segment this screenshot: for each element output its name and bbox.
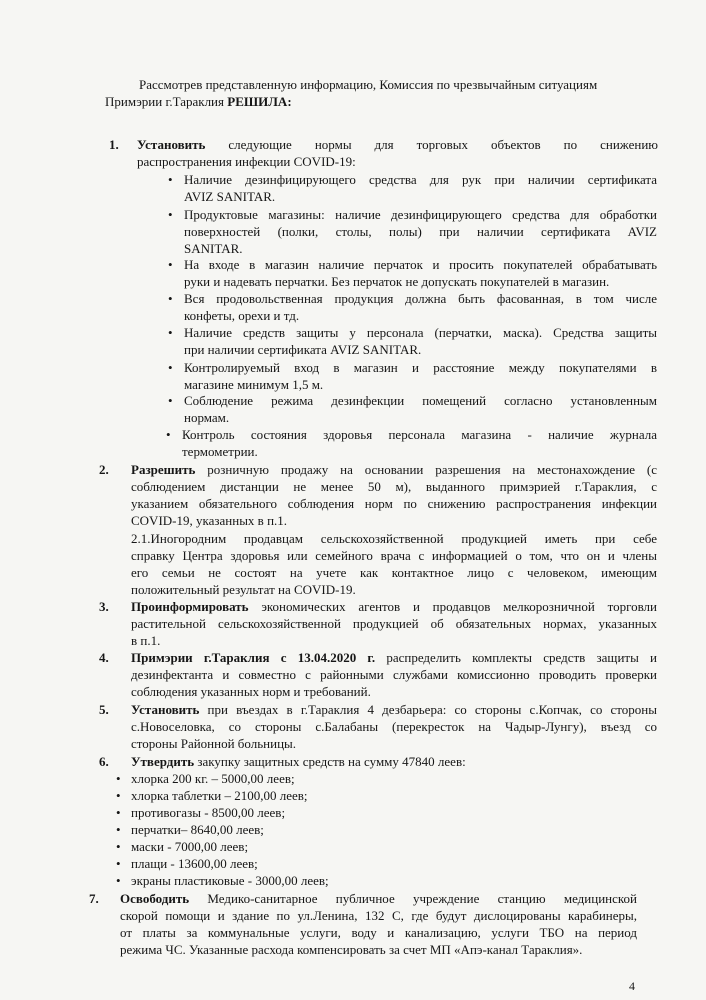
purchase-item: хлорка 200 кг. – 5000,00 леев; <box>131 771 295 786</box>
page-number: 4 <box>629 979 635 993</box>
item-2-line: Разрешить розничную продажу на основании разрешения на местонахождение (с <box>131 462 657 477</box>
bullet-icon: • <box>116 873 121 888</box>
purchase-item: маски - 7000,00 леев; <box>131 839 249 854</box>
item-2-sub-line: 2.1.Иногородним продавцам сельскохозяйственной продукцией иметь при себе <box>131 531 657 546</box>
bullet-text: На входе в магазин наличие перчаток и просить покупателей обрабатывать <box>184 257 657 272</box>
bullet-text: Вся продовольственная продукция должна быть фасованная, в том числе <box>184 291 657 306</box>
bullet-icon: • <box>168 257 173 272</box>
item-7-line: режима ЧС. Указанные расхода компенсировать за счет МП «Апэ-канал Тараклия». <box>120 942 583 957</box>
bullet-text: Соблюдение режима дезинфекции помещений согласно установленным <box>184 393 657 408</box>
bullet-text: Продуктовые магазины: наличие дезинфицирующего средства для обработки <box>184 207 657 222</box>
bullet-text: поверхностей (полки, столы, полы) при наличии сертификата AVIZ <box>184 224 657 239</box>
bullet-text: AVIZ SANITAR. <box>184 189 276 204</box>
bullet-icon: • <box>116 788 121 803</box>
bullet-icon: • <box>168 325 173 340</box>
purchase-item: экраны пластиковые - 3000,00 леев; <box>131 873 329 888</box>
bullet-icon: • <box>168 291 173 306</box>
item-1-line-2: распространения инфекции COVID-19: <box>137 154 356 169</box>
item-5-line: стороны Районной больницы. <box>131 736 297 751</box>
item-number: 4. <box>99 650 109 665</box>
purchase-item: перчатки– 8640,00 леев; <box>131 822 264 837</box>
item-2-sub-line: положительный результат на COVID-19. <box>131 582 356 597</box>
bullet-icon: • <box>116 771 121 786</box>
bullet-text: конфеты, орехи и тд. <box>184 308 300 323</box>
item-number: 6. <box>99 754 109 769</box>
item-3-line: Проинформировать экономических агентов и продавцов мелкорозничной торговли <box>131 599 657 614</box>
bullet-icon: • <box>168 360 173 375</box>
item-1-lead: Установить следующие нормы для торговых объектов по снижению <box>137 137 658 152</box>
item-2-line: соблюдением дистанции не менее 50 м), выданного примэрией г.Тараклия, с <box>131 479 657 494</box>
bullet-icon: • <box>168 207 173 222</box>
bullet-icon: • <box>116 822 121 837</box>
item-7-line: от платы за коммунальные услуги, воду и канализацию, услуги ТБО на период <box>120 925 637 940</box>
bullet-icon: • <box>166 427 171 442</box>
item-number: 5. <box>99 702 109 717</box>
bullet-text: нормам. <box>184 410 230 425</box>
bullet-text: Контролируемый вход в магазин и расстояние между покупателями в <box>184 360 657 375</box>
bullet-icon: • <box>116 839 121 854</box>
bullet-text: Контроль состояния здоровья персонала магазина - наличие журнала <box>182 427 657 442</box>
item-2-sub-line: справку Центра здоровья или семейного врача с информацией о том, что он и члены <box>131 548 657 563</box>
item-4-line: дезинфектанта и совместно с районными службами комиссионно проводить проверки <box>131 667 657 682</box>
item-number: 1. <box>109 137 119 152</box>
bullet-text: Наличие средств защиты у персонала (перчатки, маска). Средства защиты <box>184 325 657 340</box>
item-2-line: указанием обязательного соблюдения норм по снижению распространения инфекции <box>131 496 657 511</box>
item-4-line: соблюдения указанных норм и требований. <box>131 684 371 699</box>
bullet-text: при наличии сертификата AVIZ SANITAR. <box>184 342 422 357</box>
item-number: 7. <box>89 891 99 906</box>
bullet-text: SANITAR. <box>184 241 243 256</box>
item-7-line: Освободить Медико-санитарное публичное учреждение станцию медицинской <box>120 891 637 906</box>
bullet-text: Наличие дезинфицирующего средства для рук при наличии сертификата <box>184 172 657 187</box>
purchase-item: хлорка таблетки – 2100,00 леев; <box>131 788 308 803</box>
item-5-line: с.Новоселовка, со стороны с.Балабаны (перекресток на Чадыр-Лунгу), въезд со <box>131 719 657 734</box>
intro-line-2: Примэрии г.Тараклия РЕШИЛА: <box>105 94 292 109</box>
purchase-item: плащи - 13600,00 леев; <box>131 856 258 871</box>
item-5-line: Установить при въездах в г.Тараклия 4 дезбарьера: со стороны с.Копчак, со стороны <box>131 702 657 717</box>
item-6-line: Утвердить закупку защитных средств на сумму 47840 леев: <box>131 754 466 769</box>
purchase-item: противогазы - 8500,00 леев; <box>131 805 286 820</box>
bullet-icon: • <box>116 856 121 871</box>
bullet-icon: • <box>168 393 173 408</box>
item-3-line: растительной сельскохозяйственной продукцией об обязательных нормах, указанных <box>131 616 657 631</box>
item-2-line: COVID-19, указанных в п.1. <box>131 513 288 528</box>
bullet-text: магазине минимум 1,5 м. <box>184 377 324 392</box>
item-number: 3. <box>99 599 109 614</box>
item-3-line: в п.1. <box>131 633 161 648</box>
intro-line-1: Рассмотрев представленную информацию, Комиссия по чрезвычайным ситуациям <box>139 77 598 92</box>
bullet-text: руки и надевать перчатки. Без перчаток не допускать покупателей в магазин. <box>184 274 610 289</box>
bullet-icon: • <box>168 172 173 187</box>
bullet-text: термометрии. <box>182 444 258 459</box>
item-2-sub-line: его семьи не состоят на учете как контактное лицо с человеком, имеющим <box>131 565 657 580</box>
item-number: 2. <box>99 462 109 477</box>
item-7-line: скорой помощи и здание по ул.Ленина, 132 С, где будут дислоцированы карабинеры, <box>120 908 637 923</box>
item-4-line: Примэрии г.Тараклия с 13.04.2020 г. распределить комплекты средств защиты и <box>131 650 657 665</box>
bullet-icon: • <box>116 805 121 820</box>
